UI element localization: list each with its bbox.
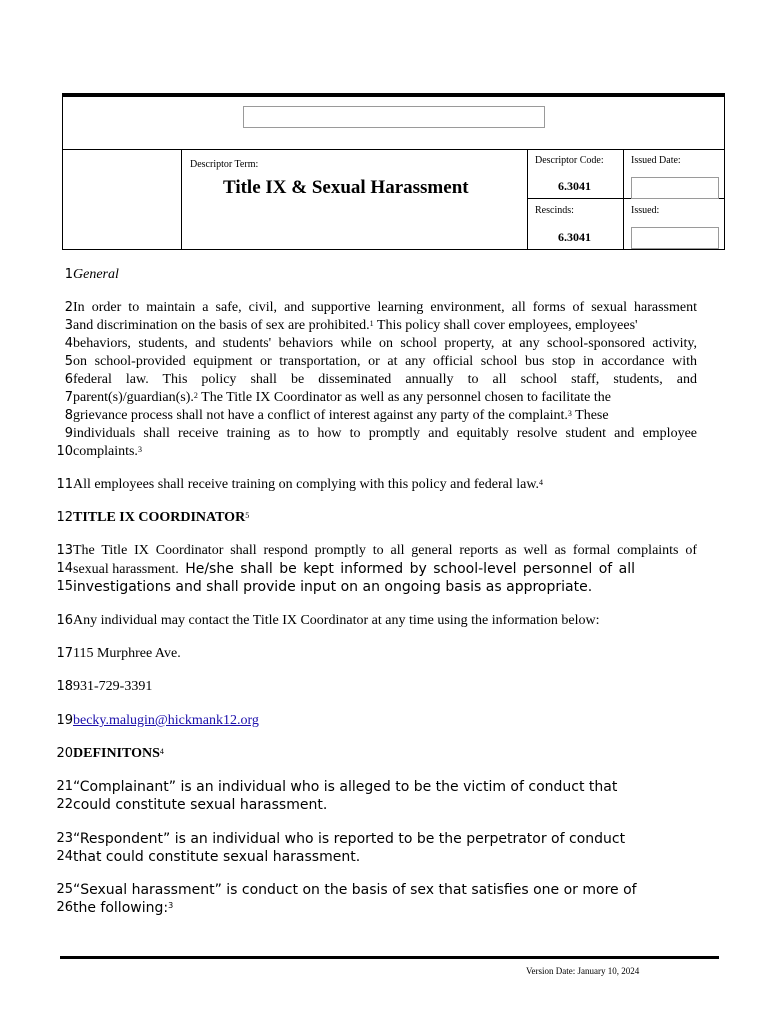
text-line xyxy=(0,443,770,461)
text-line xyxy=(0,299,770,317)
text-segment: All employees shall receive training on complying with this policy and federal law. xyxy=(73,477,540,492)
line-number: 20 xyxy=(56,746,73,761)
header-top-row xyxy=(63,97,724,150)
text-line xyxy=(0,425,770,443)
issued-date-field[interactable] xyxy=(631,177,719,199)
descriptor-code: 6.3041 xyxy=(558,179,591,193)
text-line xyxy=(0,578,770,596)
rescinds-code: 6.3041 xyxy=(558,230,591,244)
text-line xyxy=(0,407,770,425)
line-number: 24 xyxy=(56,849,73,864)
text-segment: the following: xyxy=(73,900,169,916)
text-line xyxy=(0,678,770,696)
descriptor-code-label: Descriptor Code: xyxy=(535,155,604,166)
text-segment: sexual harassment. xyxy=(73,562,179,577)
line-number: 1 xyxy=(64,267,73,282)
divider xyxy=(623,149,624,249)
footnote-ref: 3 xyxy=(168,901,174,910)
text-line xyxy=(0,712,770,730)
line-number: 19 xyxy=(56,713,73,728)
text-segment: parent(s)/guardian(s). xyxy=(73,390,194,405)
footnote-ref: 5 xyxy=(245,511,250,520)
text-segment: DEFINITONS xyxy=(73,746,160,761)
text-segment: TITLE IX COORDINATOR xyxy=(73,510,246,525)
definition-line: “Respondent” is an individual who is reported to be the perpetrator of conduct xyxy=(73,831,626,847)
line-number: 10 xyxy=(56,444,73,459)
text-line xyxy=(0,745,770,763)
footer-rule xyxy=(60,956,719,959)
divider xyxy=(181,149,182,249)
text-segment: This policy shall cover employees, employees' xyxy=(373,318,638,333)
issued-field[interactable] xyxy=(631,227,719,249)
line-number: 18 xyxy=(56,679,73,694)
line-number: 11 xyxy=(56,477,73,492)
divider xyxy=(527,149,528,249)
contact-phone: 931-729-3391 xyxy=(73,679,153,694)
text-line xyxy=(0,778,770,796)
text-line xyxy=(0,389,770,407)
text-line xyxy=(0,266,770,284)
text-line xyxy=(0,560,770,578)
line-number: 3 xyxy=(64,318,73,333)
text-segment: complaints. xyxy=(73,444,138,459)
text-segment: These xyxy=(571,408,609,423)
line-number: 16 xyxy=(56,613,73,628)
footnote-ref: 4 xyxy=(539,478,544,487)
line-number: 6 xyxy=(64,372,73,387)
text-line xyxy=(0,317,770,335)
text-line xyxy=(0,542,770,560)
paragraph-line xyxy=(73,443,697,461)
paragraph-line: Any individual may contact the Title IX Coordinator at any time using the information below: xyxy=(73,613,600,628)
header-logo-field[interactable] xyxy=(243,106,545,128)
paragraph-line: individuals shall receive training as to how to promptly and equitably resolve student and employee xyxy=(73,426,697,441)
text-segment: grievance process shall not have a conflict of interest against any party of the complaint. xyxy=(73,408,568,423)
header-frame xyxy=(62,97,725,250)
text-line xyxy=(0,509,770,527)
paragraph-line xyxy=(73,560,697,579)
text-line xyxy=(0,371,770,389)
text-line xyxy=(0,796,770,814)
paragraph-line xyxy=(73,476,697,494)
rescinds-label: Rescinds: xyxy=(535,205,574,216)
text-line xyxy=(0,353,770,371)
line-number: 8 xyxy=(64,408,73,423)
descriptor-term: Title IX & Sexual Harassment xyxy=(223,177,469,198)
section-heading-coordinator xyxy=(73,509,697,527)
line-number: 25 xyxy=(56,882,73,897)
paragraph-line: investigations and shall provide input on an ongoing basis as appropriate. xyxy=(73,579,593,595)
definition-line: “Sexual harassment” is conduct on the basis of sex that satisfies one or more of xyxy=(73,882,637,898)
text-line xyxy=(0,612,770,630)
paragraph-line xyxy=(73,317,697,335)
line-number: 7 xyxy=(64,390,73,405)
line-number: 21 xyxy=(56,779,73,794)
text-line xyxy=(0,645,770,663)
definition-line: “Complainant” is an individual who is alleged to be the victim of conduct that xyxy=(73,779,618,795)
line-number: 4 xyxy=(64,336,73,351)
line-number: 22 xyxy=(56,797,73,812)
footnote-ref: 3 xyxy=(567,409,572,418)
paragraph-line: behaviors, students, and students' behaviors while on school property, at any school-sponsored activity, xyxy=(73,336,697,351)
line-number: 15 xyxy=(56,579,73,594)
version-date: Version Date: January 10, 2024 xyxy=(526,966,640,976)
text-line xyxy=(0,899,770,917)
text-line xyxy=(0,881,770,899)
line-number: 23 xyxy=(56,831,73,846)
paragraph-line: The Title IX Coordinator shall respond promptly to all general reports as well as formal complaints of xyxy=(73,543,697,558)
text-segment: He/she shall be kept informed by school-level personnel of all xyxy=(178,561,636,577)
paragraph-line: federal law. This policy shall be disseminated annually to all school staff, students, and xyxy=(73,372,697,387)
section-heading-definitions xyxy=(73,745,697,763)
text-line xyxy=(0,335,770,353)
policy-header-table xyxy=(62,93,725,253)
contact-email-link[interactable]: becky.malugin@hickmank12.org xyxy=(73,713,259,728)
paragraph-line: on school-provided equipment or transportation, or at any official school bus stop in accordance with xyxy=(73,354,697,369)
line-number: 12 xyxy=(56,510,73,525)
line-number: 9 xyxy=(64,426,73,441)
line-number: 26 xyxy=(56,900,73,915)
contact-address: 115 Murphree Ave. xyxy=(73,646,181,661)
line-number: 14 xyxy=(56,561,73,576)
issued-label: Issued: xyxy=(631,205,660,216)
text-segment: and discrimination on the basis of sex are prohibited. xyxy=(73,318,370,333)
footnote-ref: 2 xyxy=(193,391,198,400)
definition-line: could constitute sexual harassment. xyxy=(73,797,328,813)
descriptor-term-label: Descriptor Term: xyxy=(190,159,259,170)
issued-date-label: Issued Date: xyxy=(631,155,681,166)
text-line xyxy=(0,830,770,848)
line-number: 13 xyxy=(56,543,73,558)
footnote-ref: 3 xyxy=(137,445,142,454)
paragraph-line xyxy=(73,407,697,425)
text-segment: The Title IX Coordinator as well as any personnel chosen to facilitate the xyxy=(197,390,611,405)
line-number: 2 xyxy=(64,300,73,315)
text-line xyxy=(0,476,770,494)
line-number: 17 xyxy=(56,646,73,661)
section-heading-general: General xyxy=(73,267,119,282)
footnote-ref: 1 xyxy=(369,319,374,328)
line-number: 5 xyxy=(64,354,73,369)
paragraph-line: In order to maintain a safe, civil, and supportive learning environment, all forms of sexual harassment xyxy=(73,300,697,315)
definition-line xyxy=(73,899,697,917)
paragraph-line xyxy=(73,389,697,407)
definition-line: that could constitute sexual harassment. xyxy=(73,849,361,865)
text-line xyxy=(0,848,770,866)
footnote-ref: 4 xyxy=(159,747,164,756)
